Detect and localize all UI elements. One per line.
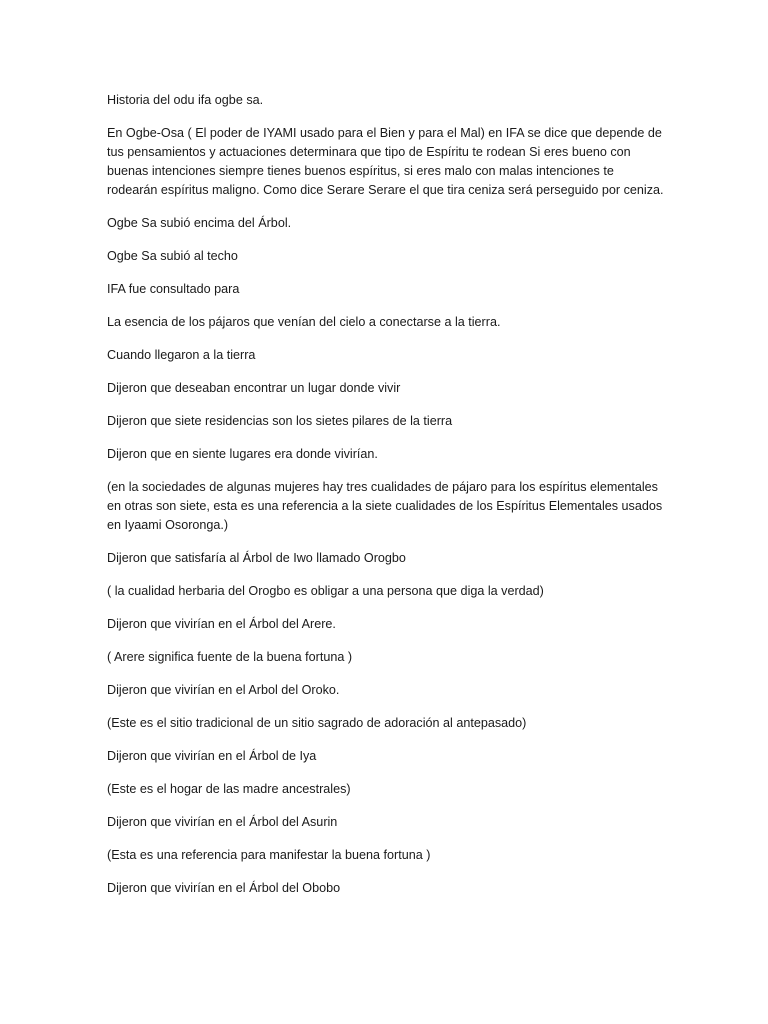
paragraph: IFA fue consultado para (107, 282, 240, 296)
paragraph: Dijeron que satisfaría al Árbol de Iwo llamado Orogbo (107, 551, 406, 565)
paragraph: Dijeron que deseaban encontrar un lugar donde vivir (107, 381, 401, 395)
paragraph: ( la cualidad herbaria del Orogbo es obligar a una persona que diga la verdad) (107, 584, 544, 598)
document-body (107, 91, 667, 912)
paragraph: Dijeron que vivirían en el Árbol del Arere. (107, 617, 336, 631)
paragraph: Dijeron que vivirían en el Arbol del Oroko. (107, 683, 340, 697)
paragraph: La esencia de los pájaros que venían del cielo a conectarse a la tierra. (107, 315, 501, 329)
paragraph: (en la sociedades de algunas mujeres hay tres cualidades de pájaro para los espíritus elementales en otras son siete, esta es una referencia a la siete cualidades de los Espíritus Elementales usados en Iyaami Osoronga.) (107, 480, 663, 532)
paragraph: Dijeron que vivirían en el Árbol del Obobo (107, 881, 341, 895)
document-title: Historia del odu ifa ogbe sa. (107, 93, 264, 107)
paragraph: (Este es el sitio tradicional de un sitio sagrado de adoración al antepasado) (107, 716, 527, 730)
paragraph: Dijeron que vivirían en el Árbol de Iya (107, 749, 317, 763)
paragraph: (Este es el hogar de las madre ancestrales) (107, 782, 351, 796)
paragraph: (Esta es una referencia para manifestar la buena fortuna ) (107, 848, 431, 862)
paragraph: En Ogbe-Osa ( El poder de IYAMI usado para el Bien y para el Mal) en IFA se dice que depende de tus pensamientos y actuaciones determinara que tipo de Espíritu te rodean Si eres bueno con buenas intenciones siempre tienes buenos espíritus, si eres malo con malas intenciones te rodearán espíritus maligno. Como dice Serare Serare el que tira ceniza será perseguido por ceniza. (107, 126, 664, 197)
paragraph: Ogbe Sa subió al techo (107, 249, 238, 263)
paragraph: Dijeron que siete residencias son los sietes pilares de la tierra (107, 414, 453, 428)
paragraph: Dijeron que en siente lugares era donde vivirían. (107, 447, 378, 461)
paragraph: Ogbe Sa subió encima del Árbol. (107, 216, 292, 230)
paragraph: Dijeron que vivirían en el Árbol del Asurin (107, 815, 338, 829)
paragraph: ( Arere significa fuente de la buena fortuna ) (107, 650, 353, 664)
paragraph: Cuando llegaron a la tierra (107, 348, 256, 362)
